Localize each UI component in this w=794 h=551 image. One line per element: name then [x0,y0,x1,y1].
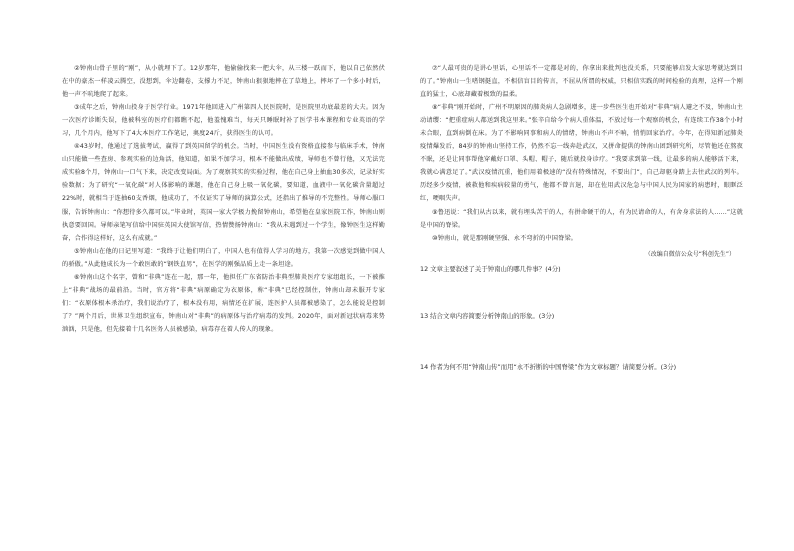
paragraph-10: ⑩钟南山，就是那刚硬坚强、永不弯折的中国脊梁。 [432,234,578,242]
question-13: 13 结合文章内容简要分析钟南山的形象。(3分) [420,311,555,320]
paragraph-8: ⑧“非典”刚开始时，广州不明原因的肺炎病人急剧增多，进一步些医生也开始对“非典”病人避之不及，钟南山主动请缨：“把重症病人都送到我这里来。”张辛自给今个病人重体温，不放过每一个观察的机会，有连续工作38个小时未合眼，直到病倒在床。为了不影响同事和病人的情绪，钟南山不声不响，悄悄回家治疗。今年，在得知新冠肺炎疫情爆发后，84岁的钟南山坚持工作，仍然不忘一线奔赴武汉，又拼命提供的钟南山团到研究所，尽管他还在熬夜不眠，还是让同事帮他穿戴好口罩、头帽、帽子，随后就投身诊疗。“我要求到第一线，让最多的病人能够活下来，我就心满意足了。”武汉疫情沉重，他们用着极速的“没有特殊情况，不要出门”，自己却驱身踏上去往武汉的列车。历经多少疫情，被救他和疾病较量的勇气，他都不曾言退，却在佐用武汉危急与中国人民为国家的病患时，眼眶泛红，哽咽失声。 [420,104,743,203]
paragraph-4: ④43岁时，他通过了选拔考试，赢得了到英国留学的机会。当时，中国医生没有资格直接参与临床手术，钟南山只能做一些查房、参观实验的边角活，他知道，如果不加学习，根本不能做出成绩，导师也不曾行他，又无法完成实验8个月，钟南山一口气下来，决定改变局面。为了观察其实的实验过程，他在自己身上抽血30多次，记录好实验数据；为了研究“一氧化碳”对人体影响的课题，他在自己身上吸一氧化碳，要知道，血液中一氧化碳含量超过22%时，就相当于连抽60支香烟，他成功了，不仅证实了导师的演算公式，还指出了推导的不完整性。导师心服口服，告诉钟南山：“你想待多久都可以。”毕业时，英国一家大学极力挽留钟南山，希望他在皇家医院工作，钟南山则执意要回国。导师亲笔写信给中国驻英国大使馆写信，热情赞扬钟南山：“我从未遇到过一个学生，像钟医生这样勤奋，合作得这样好，这么有成就。” [62,143,385,242]
question-14: 14 作者为何不用“钟南山传”而用“永不折断的中国脊梁”作为文章标题？请简要分析。(3分) [420,362,677,371]
paragraph-5: ⑤钟南山在他的日记里写道：“我终于让他们明白了，中国人也有值得人学习的地方，我第一次感觉到做中国人的骄傲。”从此他成长为一个敢医敢的“钢铁直男”，在医学的刚强品质上走一条坦途。 [62,247,385,268]
question-12: 12 文章主要叙述了关于钟南山的哪几件事？(4分) [420,264,561,273]
paragraph-6: ⑥钟南山这个名字，曾和“非典”连在一起，那一年，他担任广东省防治非典型肺炎医疗专家组组长，一下被推上“非典”战场的最前沿。当时，官方将“非典”病原确定为衣原体，称“非典”已经控制住，钟南山却未服开专家们：“衣原体根本杀治疗，我们说治疗了，根本没有用，病情还在扩展，连医护人员都被感染了，怎么能说是控制了？”两个月后，世界卫生组织宣布，钟南山对“非典”的病原体与治疗病毒的发判。2020年，面对新冠状病毒来势汹汹，只是他，但先接着十几名医务人员被感染，病毒存在着人传人的现象。 [62,273,385,333]
paragraph-9: ⑨鲁迅说：“我们从古以来，就有埋头苦干的人，有拼命硬干的人，有为民请命的人，有舍身求法的人……”这就是中国的脊梁。 [420,208,743,229]
right-column [420,62,743,374]
left-column [62,62,385,336]
paragraph-7: ⑦“人最可贵的是讲心里话，心里话不一定都是对的，你拿出来批判也没关系，只要能够启发大家思考就达到目的了。”钟南山一生嗜钢挺直，不相信盲目的传言，不屈从所谓的权威，只相信实践的时间检验的真理，这样一个刚直的猛士，心底却藏着极致的温柔。 [420,65,743,99]
article-source: （改编自微信公众号“科创先生”） [644,250,735,258]
paragraph-3: ③成年之后，钟南山投身于医学行业。1971年他回进入广州第四人民医院时，是医院里功底最差的大夫。因为一次医疗诊断失误，他被科室的医疗们都瞧不起，他羞愧难当，每天只睡眠时补了医学书本课程和专业英语的学习，几个月内，他写下了4大本医疗工作笔记，奥度24斤，获得医生的认可。 [62,104,385,138]
paragraph-2: ②钟南山骨子里的“刚”，从小就埋下了。12岁那年，他偷偷找来一把大伞，从三楼一跃而下，他以自己依然伏在中的豪杰一样凌云腾空，没想到，伞边翻卷，支撑力不足，钟南山狠狠地摔在了草地上，摔坏了一个多小时后，他一声不吭地爬了起来。 [62,65,385,99]
